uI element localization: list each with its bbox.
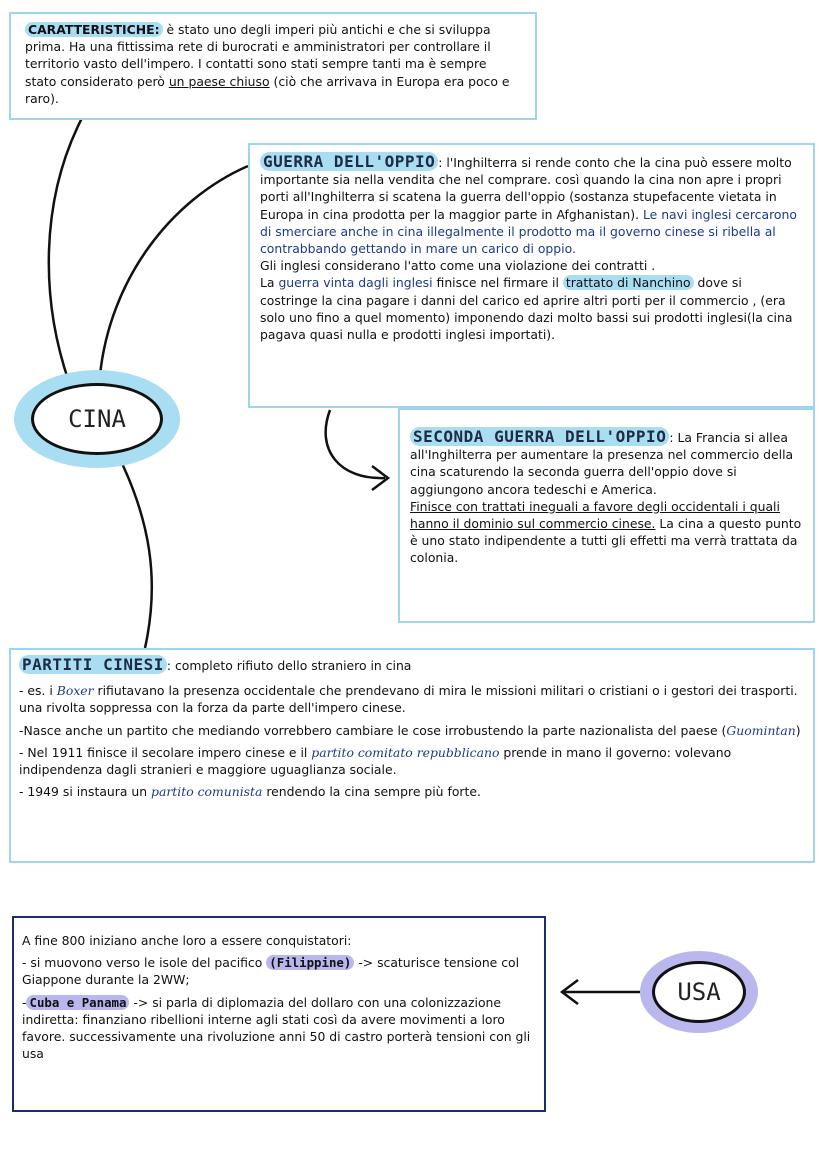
partiti-cinesi-box <box>9 648 815 863</box>
usa-label: USA <box>677 978 721 1006</box>
caratteristiche-box <box>9 12 537 120</box>
cina-node <box>14 370 180 468</box>
guerra-oppio-p2: Gli inglesi considerano l'atto come una violazione dei contratti . <box>260 258 656 274</box>
usa-p1: A fine 800 iniziano anche loro a essere conquistatori: <box>22 933 352 948</box>
seconda-guerra-box <box>398 408 815 623</box>
usa-box <box>12 916 546 1112</box>
usa-node <box>640 951 758 1033</box>
line-cina-caratteristiche <box>49 118 82 385</box>
arrow-head-seconda <box>372 466 388 490</box>
cina-ellipse-inner <box>31 383 163 455</box>
caratteristiche-text: CARATTERISTICHE: è stato uno degli imperi più antichi e che si sviluppa prima. Ha una fittissima rete di burocrati e amministratori per controllare il territorio vasto dell'impero. I contatti sono stati sempre tanti ma è sempre stato considerato però un paese chiuso (ciò che arrivava in Europa era poco e raro). <box>25 22 510 106</box>
guerra-oppio-text: GUERRA DELL'OPPIO : l'Inghilterra si rende conto che la cina può essere molto importante sia nella vendita che nel comprare. così quando la cina non apre i propri porti all'Inghilterra si scatena la guerra dell'oppio (sostanza stupefacente vietata in Europa in cina prodotta per la maggior parte in Afghanistan). Le navi inglesi cercarono di smerciare anche in cina illegalmente il prodotto ma il governo cinese si ribella al contrabbando gettando in mare un carico di oppio. <box>260 152 797 257</box>
usa-ellipse-inner <box>652 961 746 1023</box>
partiti-title: PARTITI CINESI <box>19 655 167 674</box>
partiti-intro: PARTITI CINESI : completo rifiuto dello straniero in cina <box>19 656 805 674</box>
caratteristiche-label: CARATTERISTICHE: <box>25 22 163 37</box>
usa-p3: - Cuba e Panama -> si parla di diplomazia del dollaro con una colonizzazione indiretta: finanziano ribellioni interne agli stati così da avere movimenti a loro favore. successivamente una rivoluzione anni 50 di castro porterà tensioni con gli usa <box>22 994 531 1062</box>
seconda-guerra-p2: Finisce con trattati ineguali a favore degli occidentali i quali hanno il dominio sul commercio cinese. La cina a questo punto è uno stato indipendente a tutti gli effetti ma verrà trattata da colonia. <box>410 498 802 566</box>
seconda-guerra-title: SECONDA GUERRA DELL'OPPIO <box>410 427 669 446</box>
arrow-head-usa <box>562 980 578 1004</box>
guerra-oppio-title: GUERRA DELL'OPPIO <box>260 152 438 171</box>
partiti-bullet-boxer: - es. i Boxer rifiutavano la presenza occidentale che prendevano di mira le missioni militari o cristiani o i gestori dei trasporti. una rivolta soppressa con la forza da parte dell'impero cinese. <box>19 683 798 716</box>
cina-label: CINA <box>68 405 126 433</box>
line-cina-guerra <box>100 166 248 375</box>
partiti-bullet-guomintan: -Nasce anche un partito che mediando vorrebbero cambiare le cose irrobustendo la parte nazionalista del paese (Guomintan) <box>19 722 801 738</box>
guerra-oppio-p3: La guerra vinta dagli inglesi finisce nel firmare il trattato di Nanchino dove si costringe la cina pagare i danni del carico ed aprire altri porti per il commercio , (era solo uno fino a quel momento) imponendo dazi molto bassi sui prodotti inglesi(la cina pagava quasi nulla e prodotti inglesi importati). <box>260 275 793 343</box>
partiti-bullet-1949: - 1949 si instaura un partito comunista rendendo la cina sempre più forte. <box>19 784 481 800</box>
line-cina-partiti <box>118 455 152 648</box>
guerra-oppio-box <box>248 143 815 408</box>
arrow-guerra-seconda <box>326 410 385 478</box>
seconda-guerra-text: SECONDA GUERRA DELL'OPPIO : La Francia si allea all'Inghilterra per aumentare la presenza nel commercio della cina scaturendo la seconda guerra dell'oppio dove si aggiungono ancora tedeschi e America. <box>410 427 794 497</box>
usa-p2: - si muovono verso le isole del pacifico (Filippine) -> scaturisce tensione col Giappone durante la 2WW; <box>22 955 520 988</box>
partiti-bullet-1911: - Nel 1911 finisce il secolare impero cinese e il partito comitato repubblicano prende in mano il governo: volevano indipendenza dagli stranieri e maggiore uguaglianza sociale. <box>19 744 732 778</box>
